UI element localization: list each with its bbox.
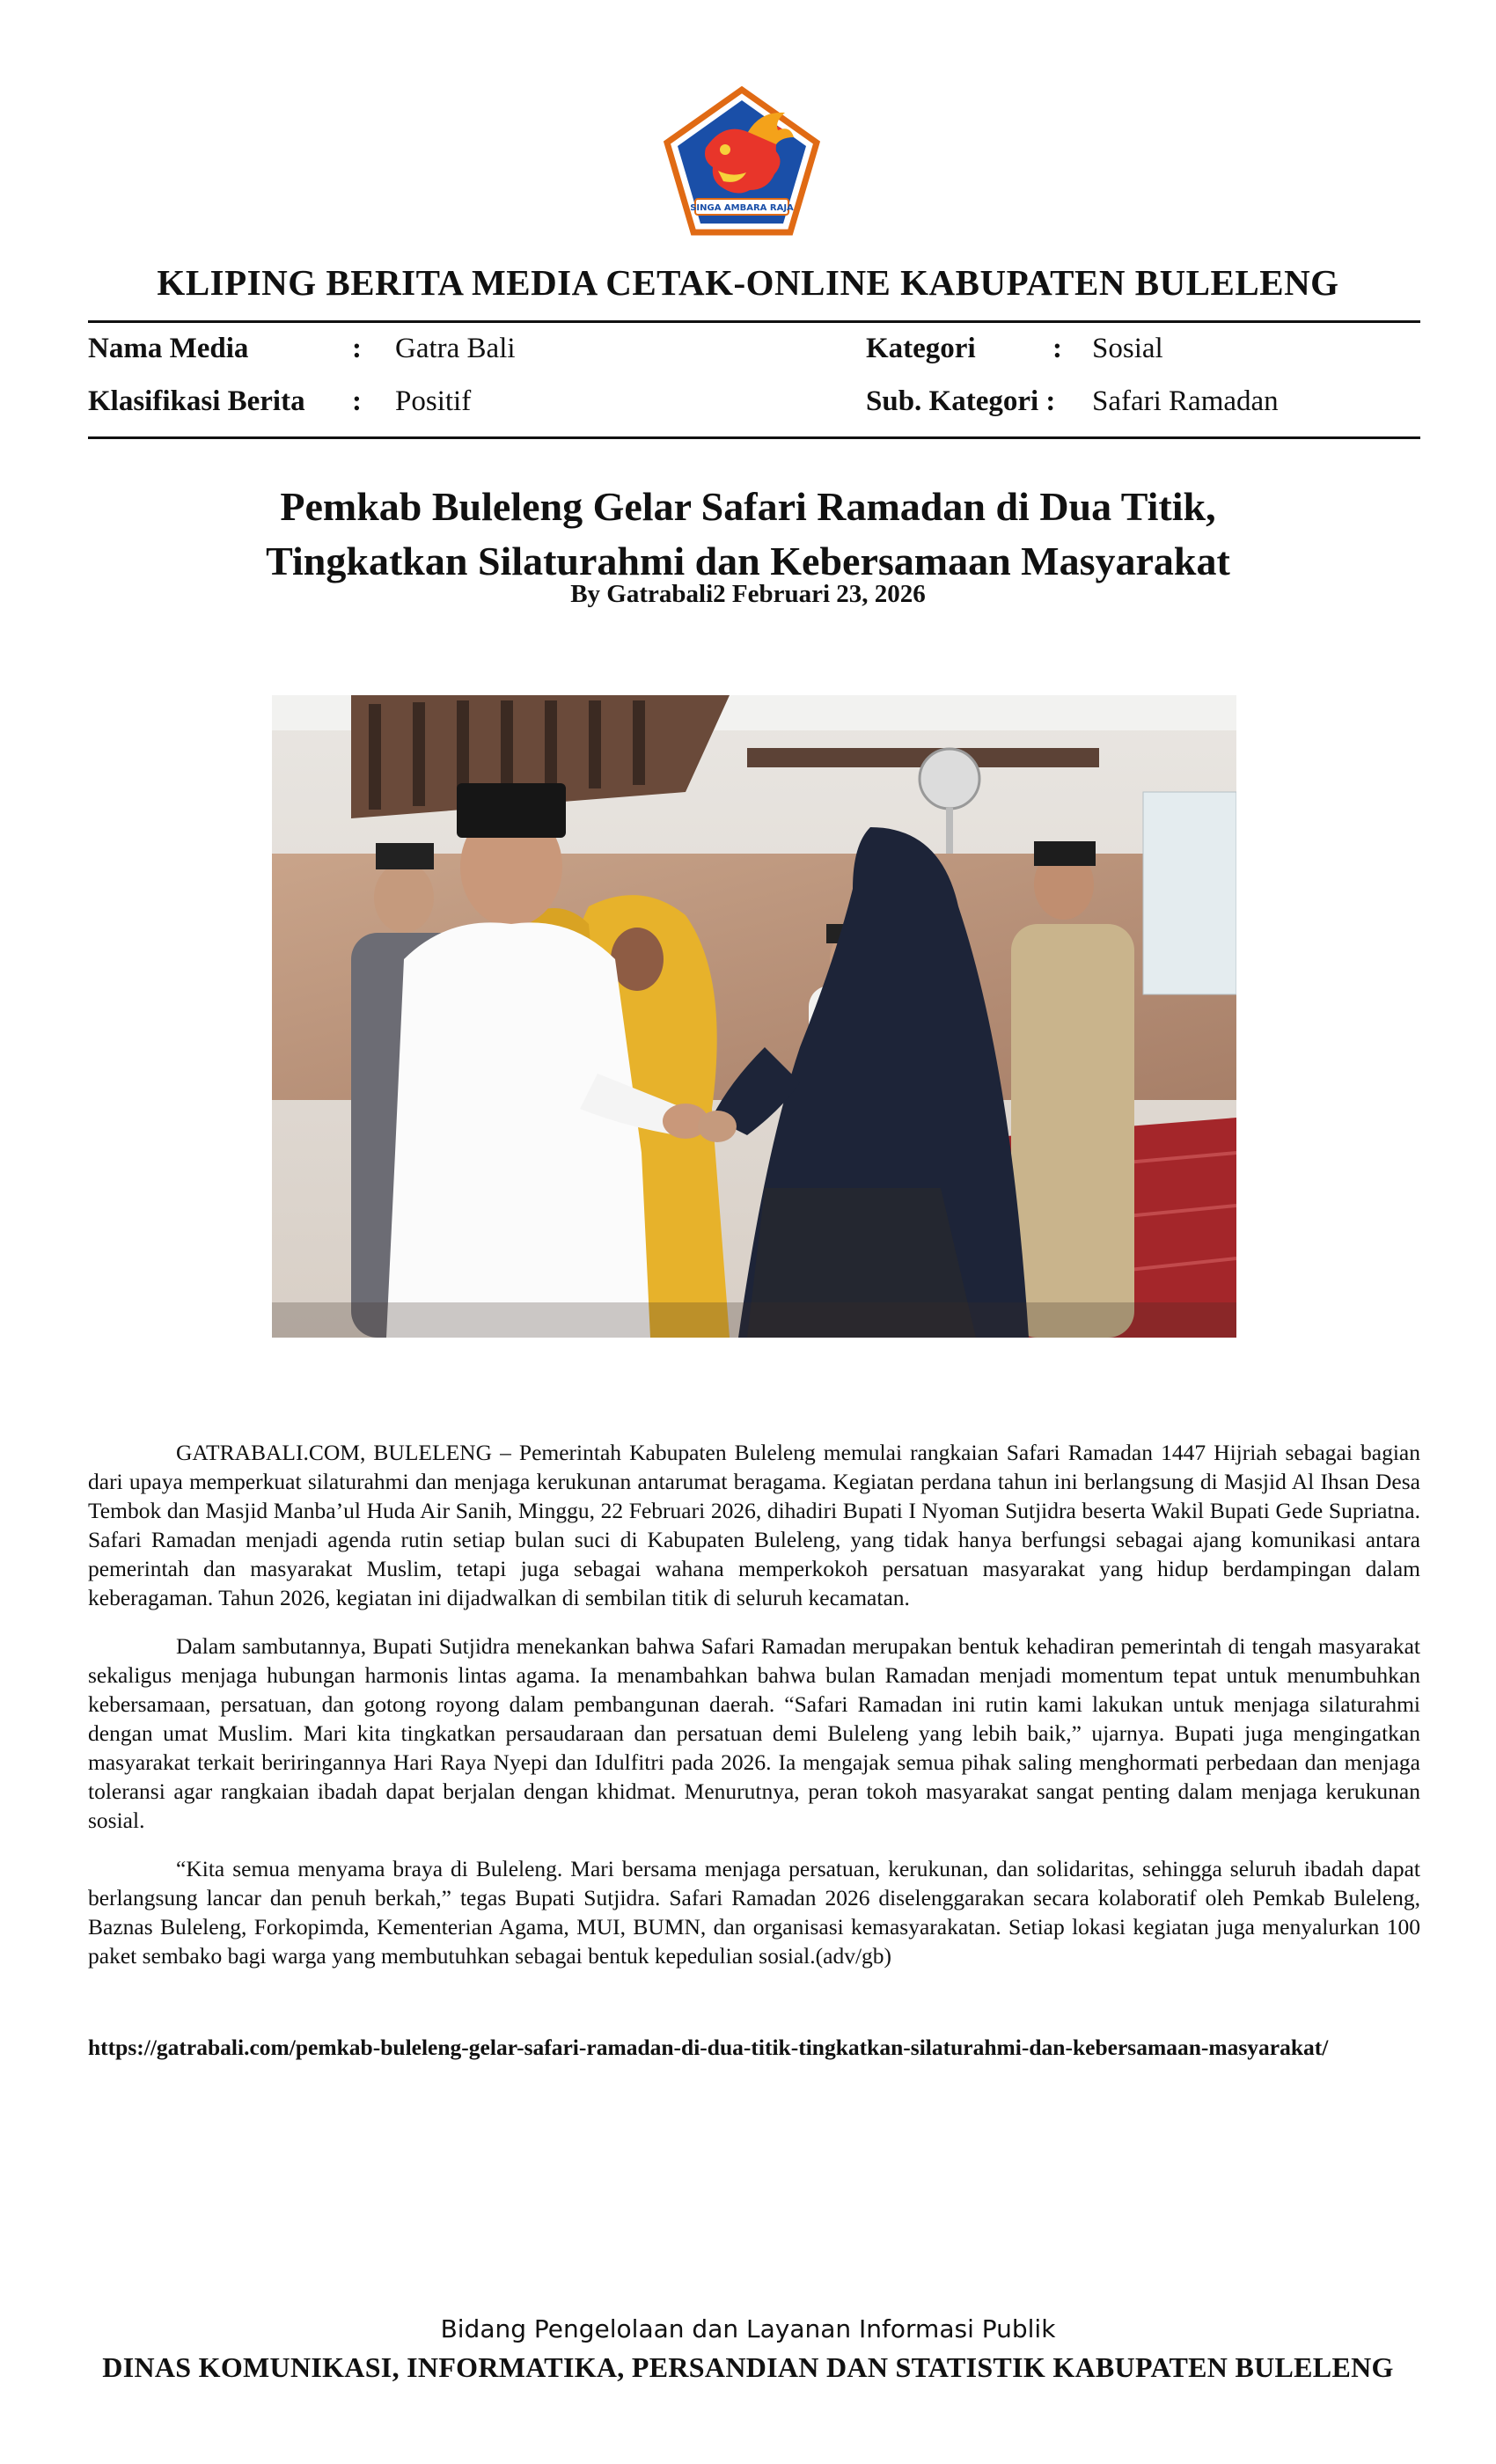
- article-paragraph: “Kita semua menyama braya di Buleleng. Mari bersama menjaga persatuan, kerukunan, dan solidaritas, sehingga seluruh ibadah dapat berlangsung lancar dan penuh berkah,” tegas Bupati Sutjidra. Safari Ramadan 2026 diselenggarakan secara kolaboratif oleh Pemkab Buleleng, Baznas Buleleng, Forkopimda, Kementerian Agama, MUI, BUMN, dan organisasi kemasyarakatan. Setiap lokasi kegiatan juga menyalurkan 100 paket sembako bagi warga yang membutuhkan sebagai bentuk kepedulian sosial.(adv/gb): [88, 1856, 1420, 1969]
- logo-motto: SINGA AMBARA RAJA: [690, 203, 794, 213]
- article-headline: [88, 480, 1408, 589]
- source-link[interactable]: https://gatrabali.com/pemkab-buleleng-gelar-safari-ramadan-di-dua-titik-tingkatkan-silaturahmi-dan-kebersamaan-masyarakat/: [88, 2035, 1329, 2060]
- colon-separator: :: [352, 333, 362, 364]
- kategori-label: Kategori: [866, 333, 976, 364]
- news-photo: [272, 695, 1236, 1338]
- article-paragraph: Dalam sambutannya, Bupati Sutjidra menekankan bahwa Safari Ramadan merupakan bentuk kehadiran pemerintah di tengah masyarakat sekaligus menjaga hubungan harmonis lintas agama. Ia menambahkan bahwa bulan Ramadan menjadi momentum tepat untuk menumbuhkan kebersamaan, persatuan, dan gotong royong dalam pembangunan daerah. “Safari Ramadan ini rutin kami lakukan untuk menjaga silaturahmi dengan umat Muslim. Mari kita tingkatkan persaudaraan dan persatuan demi Buleleng yang lebih baik,” ujarnya. Bupati juga mengingatkan masyarakat terkait beriringannya Hari Raya Nyepi dan Idulfitri pada 2026. Ia mengajak semua pihak saling menghormati perbedaan dan menjaga toleransi agar rangkaian ibadah dapat berjalan dengan khidmat. Menurutnya, peran tokoh masyarakat sangat penting dalam menjaga kerukunan sosial.: [88, 1633, 1420, 1833]
- news-photo-handshake-icon: [272, 695, 1236, 1338]
- top-divider: [88, 320, 1420, 323]
- article-body: [88, 1438, 1420, 1990]
- page-title: KLIPING BERITA MEDIA CETAK-ONLINE KABUPATEN BULELENG: [157, 262, 1339, 303]
- sub-kategori-label: Sub. Kategori :: [866, 385, 1056, 417]
- nama-media-value: Gatra Bali: [395, 333, 516, 364]
- sub-kategori-value: Safari Ramadan: [1092, 385, 1279, 417]
- klasifikasi-value: Positif: [395, 385, 472, 417]
- colon-separator: :: [352, 385, 362, 417]
- headline-line-2: Tingkatkan Silaturahmi dan Kebersamaan Masyarakat: [266, 539, 1230, 583]
- footer-agency: DINAS KOMUNIKASI, INFORMATIKA, PERSANDIAN DAN STATISTIK KABUPATEN BULELENG: [102, 2351, 1394, 2383]
- buleleng-logo: [662, 86, 822, 238]
- article-paragraph: GATRABALI.COM, BULELENG – Pemerintah Kabupaten Buleleng memulai rangkaian Safari Ramadan 1447 Hijriah sebagai bagian dari upaya memperkuat silaturahmi dan menjaga kerukunan antarumat beragama. Kegiatan perdana tahun ini berlangsung di Masjid Al Ihsan Desa Tembok dan Masjid Manba’ul Huda Air Sanih, Minggu, 22 Februari 2026, dihadiri Bupati I Nyoman Sutjidra beserta Wakil Bupati Gede Supriatna. Safari Ramadan menjadi agenda rutin setiap bulan suci di Kabupaten Buleleng, yang tidak hanya berfungsi sebagai ajang komunikasi antara pemerintah dan masyarakat Muslim, tetapi juga sebagai wahana memperkokoh persatuan masyarakat yang hidup berdampingan dalam keberagaman. Tahun 2026, kegiatan ini dijadwalkan di sembilan titik di seluruh kecamatan.: [88, 1440, 1420, 1610]
- klasifikasi-label: Klasifikasi Berita: [88, 385, 305, 417]
- colon-separator: :: [1052, 333, 1062, 364]
- meta-row-1: [88, 329, 1420, 368]
- meta-row-2: [88, 382, 1420, 421]
- bottom-divider: [88, 436, 1420, 439]
- footer-department: Bidang Pengelolaan dan Layanan Informasi Publik: [440, 2314, 1056, 2343]
- article-byline: By Gatrabali2 Februari 23, 2026: [570, 580, 926, 608]
- kategori-value: Sosial: [1092, 333, 1163, 364]
- winged-lion-emblem-icon: [662, 86, 822, 238]
- headline-line-1: Pemkab Buleleng Gelar Safari Ramadan di Dua Titik,: [280, 484, 1216, 529]
- nama-media-label: Nama Media: [88, 333, 249, 364]
